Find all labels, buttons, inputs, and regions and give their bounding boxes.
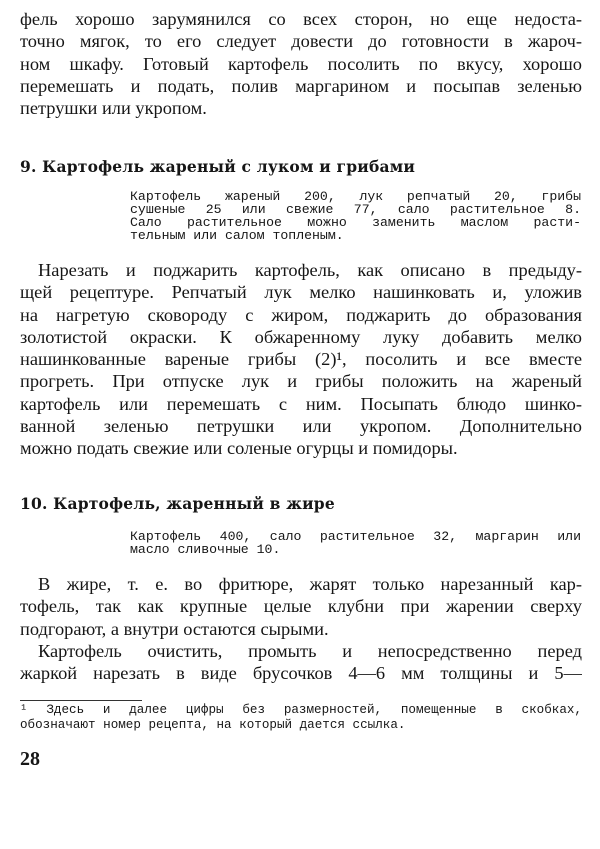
footnote-line: ¹ Здесь и далее цифры без размерностей, помещенные в скобках, bbox=[20, 703, 582, 717]
recipe-10-title: 10. Картофель, жаренный в жире bbox=[20, 494, 335, 513]
text-line: ном шкафу. Готовый картофель посолить по вкусу, хорошо bbox=[20, 53, 582, 74]
text-line: прогреть. При отпуске лук и грибы положить на жареный bbox=[20, 371, 582, 392]
footnote-line: обозначают номер рецепта, на который дается ссылка. bbox=[20, 718, 406, 732]
text-line: на нагретую сковороду с жиром, поджарить до образования bbox=[20, 304, 582, 325]
recipe-10-paragraph-2 bbox=[20, 640, 582, 685]
footnote bbox=[20, 703, 582, 733]
ingredients-line: масло сливочные 10. bbox=[130, 541, 281, 557]
ingredients-line: Картофель 400, сало растительное 32, маргарин или bbox=[130, 529, 581, 544]
text-line: ванной зеленью петрушки или укропом. Дополнительно bbox=[20, 416, 582, 437]
ingredients-line: сушеные 25 или свежие 77, сало растительное 8. bbox=[130, 201, 581, 217]
text-line: золотистой окраски. К обжаренному луку добавить мелко bbox=[20, 326, 582, 347]
text-line: петрушки или укропом. bbox=[20, 98, 207, 119]
text-line: жаркой нарезать в виде брусочков 4—6 мм толщины и 5— bbox=[20, 663, 582, 684]
text-line: Нарезать и поджарить картофель, как описано в предыду- bbox=[38, 260, 582, 280]
text-line: тофель, так как крупные целые клубни при жарении сверху bbox=[20, 596, 582, 617]
ingredients-line: тельным или салом топленым. bbox=[130, 227, 344, 243]
recipe-9-title: 9. Картофель жареный с луком и грибами bbox=[20, 157, 416, 176]
ingredients-line: Сало растительное можно заменить маслом расти- bbox=[130, 214, 581, 230]
text-line: щей рецептуре. Репчатый лук мелко нашинковать и, уложив bbox=[20, 282, 582, 303]
ingredients-line: Картофель жареный 200, лук репчатый 20, грибы bbox=[130, 189, 581, 204]
text-line: фель хорошо зарумянился со всех сторон, но еще недоста- bbox=[20, 9, 582, 29]
text-line: можно подать свежие или соленые огурцы и помидоры. bbox=[20, 438, 458, 459]
recipe-10-paragraph-1 bbox=[20, 573, 582, 640]
recipe-9-ingredients bbox=[130, 191, 581, 243]
text-line: В жире, т. е. во фритюре, жарят только нарезанный кар- bbox=[38, 574, 582, 594]
footnote-divider bbox=[20, 700, 142, 701]
top-paragraph bbox=[20, 8, 582, 119]
text-line: перемешать и подать, полив маргарином и посыпав зеленью bbox=[20, 75, 582, 96]
recipe-10-ingredients bbox=[130, 531, 581, 557]
text-line: Картофель очистить, промыть и непосредственно перед bbox=[38, 641, 582, 661]
text-line: подгорают, а внутри остаются сырыми. bbox=[20, 618, 329, 639]
text-line: точно мягок, то его следует довести до готовности в жароч- bbox=[20, 31, 582, 52]
recipe-9-text bbox=[20, 259, 582, 460]
text-line: картофель или перемешать с ним. Посыпать блюдо шинко- bbox=[20, 393, 582, 414]
page-number: 28 bbox=[20, 748, 40, 770]
text-line: нашинкованные вареные грибы (2)¹, посолить и все вместе bbox=[20, 349, 582, 370]
